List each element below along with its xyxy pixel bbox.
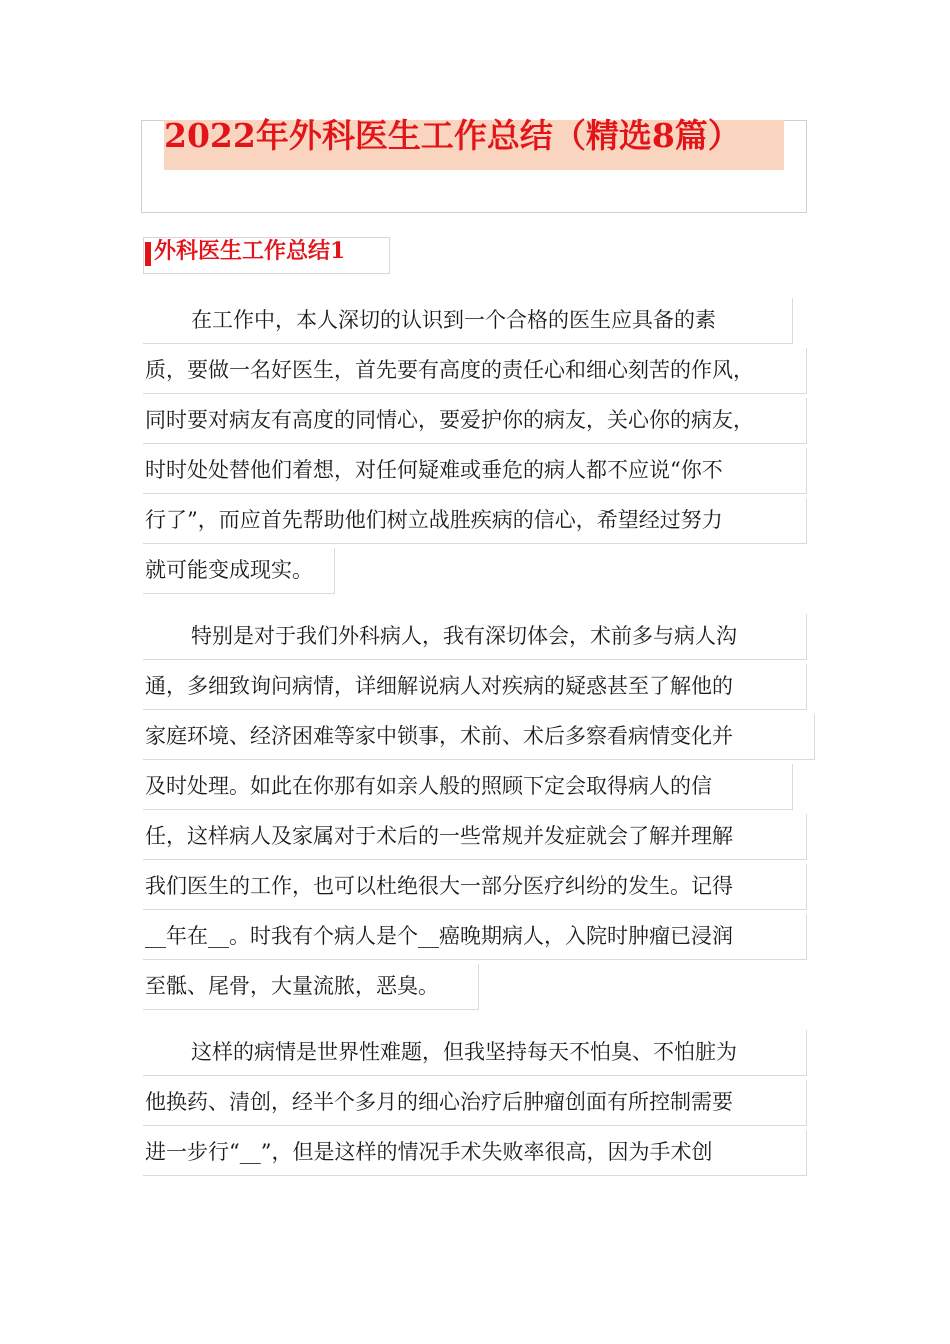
document-title: 2022年外科医生工作总结（精选8篇）: [164, 116, 741, 155]
text-line: 任，这样病人及家属对于术后的一些常规并发症就会了解并理解: [143, 814, 807, 860]
text-line: 家庭环境、经济困难等家中锁事，术前、术后多察看病情变化并: [143, 714, 815, 760]
section-marker: [145, 242, 151, 266]
section-title: 外科医生工作总结1: [154, 238, 346, 264]
text-line: 他换药、清创，经半个多月的细心治疗后肿瘤创面有所控制需要: [143, 1080, 807, 1126]
text-line: 通，多细致询问病情，详细解说病人对疾病的疑惑甚至了解他的: [143, 664, 807, 710]
text-line: 进一步行“__”，但是这样的情况手术失败率很高，因为手术创: [143, 1130, 807, 1176]
text-line: 我们医生的工作，也可以杜绝很大一部分医疗纠纷的发生。记得: [143, 864, 807, 910]
text-line: 就可能变成现实。: [143, 548, 335, 594]
text-line: 同时要对病友有高度的同情心，要爱护你的病友，关心你的病友，: [143, 398, 807, 444]
text-line: 及时处理。如此在你那有如亲人般的照顾下定会取得病人的信: [143, 764, 793, 810]
text-line: 质，要做一名好医生，首先要有高度的责任心和细心刻苦的作风，: [143, 348, 807, 394]
text-line: 时时处处替他们着想，对任何疑难或垂危的病人都不应说“你不: [143, 448, 807, 494]
text-line: 这样的病情是世界性难题，但我坚持每天不怕臭、不怕脏为: [143, 1030, 807, 1076]
text-line: 至骶、尾骨，大量流脓，恶臭。: [143, 964, 479, 1010]
text-line: 行了”，而应首先帮助他们树立战胜疾病的信心，希望经过努力: [143, 498, 807, 544]
text-line: __年在__。时我有个病人是个__癌晚期病人，入院时肿瘤已浸润: [143, 914, 807, 960]
text-line: 在工作中，本人深切的认识到一个合格的医生应具备的素: [143, 298, 793, 344]
text-line: 特别是对于我们外科病人，我有深切体会，术前多与病人沟: [143, 614, 807, 660]
